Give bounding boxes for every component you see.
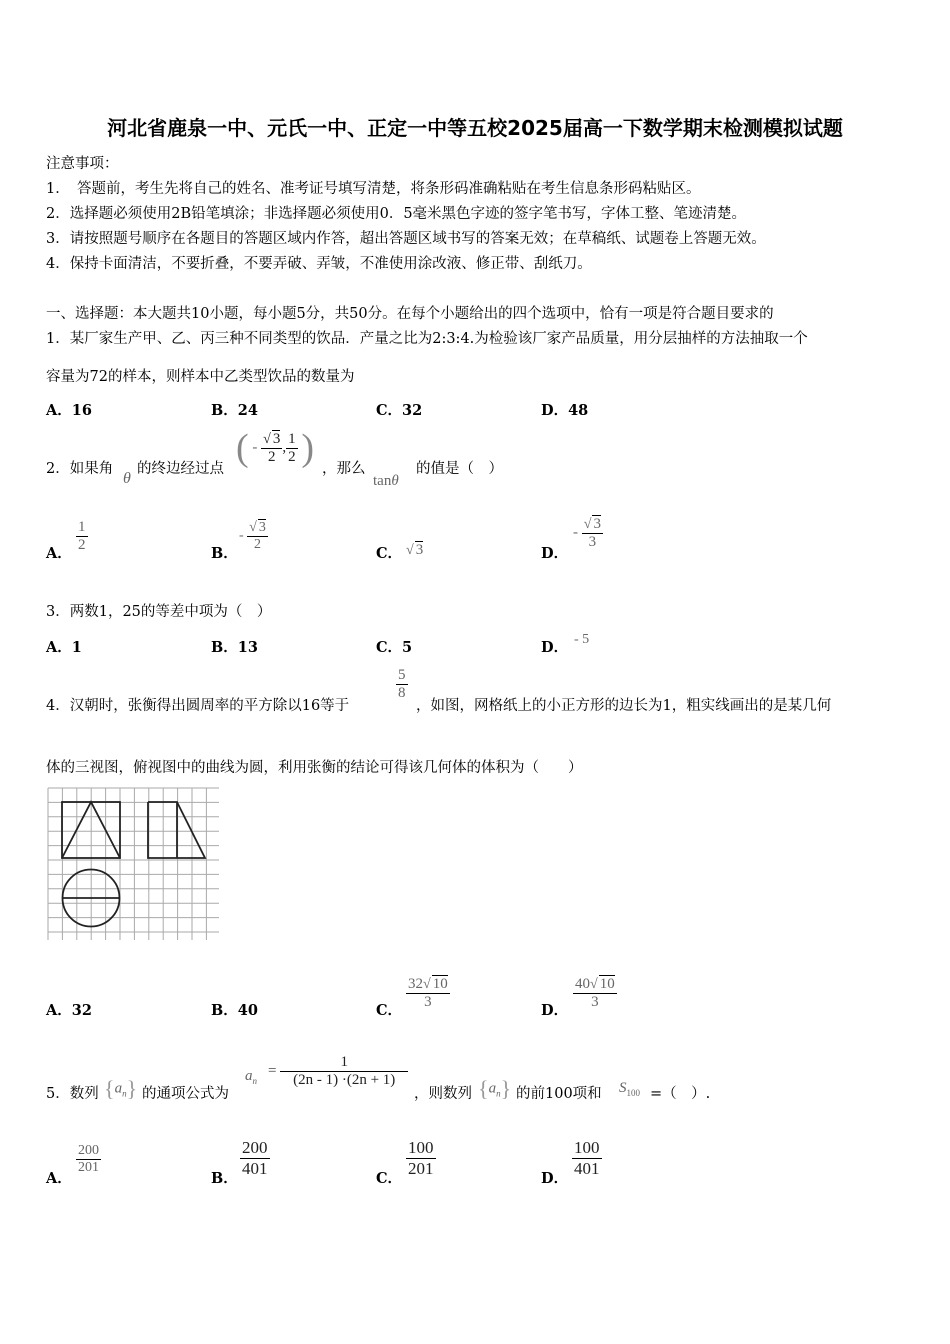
coefficient: 40: [575, 976, 590, 992]
q4-option-c-value[interactable]: $\frac{32√ 10}{3}$: [408, 976, 448, 1010]
question-1-stem: 1．某厂家生产甲、乙、丙三种不同类型的饮品．产量之比为2:3:4.为检验该厂家产品质量，用分层抽样的方法抽取一个: [46, 331, 808, 347]
q4-option-c-label[interactable]: C．: [376, 1002, 403, 1019]
q4-option-a[interactable]: A．32: [46, 1002, 92, 1019]
q2-option-c-value[interactable]: √ 3: [406, 542, 424, 558]
q5-option-b-label[interactable]: B．: [211, 1170, 238, 1187]
coefficient: 32: [408, 976, 423, 992]
question-2-stem-part: 的终边经过点: [137, 461, 224, 477]
notice-item: 2．选择题必须使用2B铅笔填涂；非选择题必须使用0．5毫米黑色字迹的签字笔书写，字体工整、笔迹清楚。: [46, 206, 747, 222]
q5-option-a-label[interactable]: A．: [46, 1170, 72, 1187]
q5-option-d-value[interactable]: $\frac{100}{401}$: [574, 1138, 600, 1178]
a-symbol: a: [114, 1080, 123, 1097]
q2-option-b-label[interactable]: B．: [211, 545, 238, 562]
question-1-stem-cont: 容量为72的样本，则样本中乙类型饮品的数量为: [46, 369, 355, 385]
n-subscript: n: [122, 1088, 127, 1099]
q5-option-d-label[interactable]: D．: [541, 1170, 569, 1187]
q3-option-d-label[interactable]: D．: [541, 639, 569, 656]
question-2-stem-part: 的值是（ ）: [416, 461, 503, 477]
radicand: 3: [415, 542, 424, 558]
q1-option-d[interactable]: D．48: [541, 402, 589, 419]
q5-option-b-value[interactable]: $\frac{200}{401}$: [242, 1138, 268, 1178]
q5-option-c-value[interactable]: $\frac{100}{201}$: [408, 1138, 434, 1178]
sequence-an: $\{a_n\}$: [478, 1076, 512, 1101]
equals-sign: =: [268, 1063, 277, 1079]
comma: ,: [282, 439, 287, 456]
question-4-stem-part: ，如图，网格纸上的小正方形的边长为1，粗实线画出的是某几何: [416, 698, 832, 714]
question-4-stem-cont: 体的三视图，俯视图中的曲线为圆，利用张衡的结论可得该几何体的体积为（ ）: [46, 760, 583, 776]
s100-symbol: $S_{100}$: [619, 1080, 640, 1098]
q2-option-a-value[interactable]: [76, 519, 88, 554]
page-title: 河北省鹿泉一中、元氏一中、正定一中等五校2025届高一下数学期末检测模拟试题: [107, 116, 843, 140]
q3-option-d-value[interactable]: - 5: [574, 632, 590, 647]
question-3-stem: 3．两数1，25的等差中项为（ ）: [46, 604, 272, 620]
numerator: 1: [78, 519, 86, 535]
q2-option-d-label[interactable]: D．: [541, 545, 569, 562]
three-view-figure: [47, 787, 219, 941]
theta-symbol: θ: [391, 473, 399, 489]
question-4-stem: 4．汉朝时，张衡得出圆周率的平方除以16等于: [46, 698, 350, 714]
tan-label: tan: [373, 473, 392, 489]
q2-option-b-value[interactable]: - $\frac{√ 3}{2}$: [239, 520, 266, 552]
q4-option-b[interactable]: B．40: [211, 1002, 258, 1019]
q3-option-c[interactable]: C．5: [376, 639, 413, 656]
q4-option-d-label[interactable]: D．: [541, 1002, 569, 1019]
denominator: 2: [247, 536, 268, 553]
denominator: 3: [406, 993, 450, 1011]
numerator: 1: [340, 1054, 348, 1070]
q5-option-c-label[interactable]: C．: [376, 1170, 403, 1187]
question-5-stem-part: 的通项公式为: [142, 1086, 229, 1102]
denominator: 2: [78, 537, 86, 553]
point-coordinates: ( - $\frac{√ 3}{2}$ , $\frac{1}{2}$ ): [236, 427, 314, 469]
five-eighths: [396, 667, 408, 702]
sequence-an: $\{a_n\}$: [104, 1076, 138, 1101]
fraction: $\frac{√ 3}{2}$: [263, 431, 281, 465]
radicand: 3: [593, 516, 601, 532]
tan-theta: [373, 473, 399, 490]
question-5-stem-part: ，则数列: [414, 1086, 472, 1102]
q2-option-c-label[interactable]: C．: [376, 545, 403, 562]
fraction: [286, 431, 298, 466]
notice-heading: 注意事项：: [46, 156, 119, 172]
radicand: 10: [599, 976, 615, 992]
minus-sign: -: [252, 439, 258, 456]
denominator: (2n - 1) ·(2n + 1): [280, 1071, 408, 1089]
minus-sign: -: [573, 524, 578, 541]
q5-option-a-value[interactable]: $\frac{200}{201}$: [78, 1143, 99, 1175]
question-5-stem-part: =（ ）.: [650, 1086, 711, 1102]
denominator: 8: [398, 685, 406, 701]
general-term-formula: [268, 1054, 408, 1089]
q2-option-d-value[interactable]: - $\frac{√ 3}{3}$: [573, 516, 601, 550]
radicand: 10: [432, 976, 448, 992]
q1-option-c[interactable]: C．32: [376, 402, 423, 419]
question-2-stem: 2．如果角: [46, 461, 114, 477]
denominator: 2: [261, 448, 282, 466]
q2-option-a-label[interactable]: A．: [46, 545, 72, 562]
radicand: 3: [272, 431, 281, 447]
theta-symbol: θ: [123, 470, 131, 487]
question-5-stem: 5．数列: [46, 1086, 99, 1102]
q1-option-b[interactable]: B．24: [211, 402, 258, 419]
section-heading: 一、选择题：本大题共10小题，每小题5分，共50分。在每个小题给出的四个选项中，恰有一项是符合题目要求的: [46, 306, 774, 322]
minus-sign: -: [239, 528, 244, 544]
denominator: 2: [288, 448, 296, 465]
q1-option-a[interactable]: A．16: [46, 402, 92, 419]
q3-option-a[interactable]: A．1: [46, 639, 82, 656]
notice-item: 1． 答题前，考生先将自己的姓名、准考证号填写清楚，将条形码准确粘贴在考生信息条形码粘贴区。: [46, 181, 701, 197]
numerator: 1: [288, 430, 296, 447]
radicand: 3: [258, 520, 266, 535]
denominator: 3: [582, 533, 603, 551]
question-5-stem-part: 的前100项和: [516, 1086, 602, 1102]
q4-option-d-value[interactable]: $\frac{40√ 10}{3}$: [575, 976, 615, 1010]
q3-option-b[interactable]: B．13: [211, 639, 258, 656]
question-2-stem-part: ，那么: [322, 461, 366, 477]
notice-item: 3．请按照题号顺序在各题目的答题区域内作答，超出答题区域书写的答案无效；在草稿纸、试题卷上答题无效。: [46, 231, 766, 247]
an-lhs: $a_n$: [245, 1068, 257, 1086]
numerator: 5: [398, 667, 406, 683]
grid-lines: [48, 788, 219, 940]
notice-item: 4．保持卡面清洁，不要折叠，不要弄破、弄皱，不准使用涂改液、修正带、刮纸刀。: [46, 256, 592, 272]
denominator: 3: [573, 993, 617, 1011]
